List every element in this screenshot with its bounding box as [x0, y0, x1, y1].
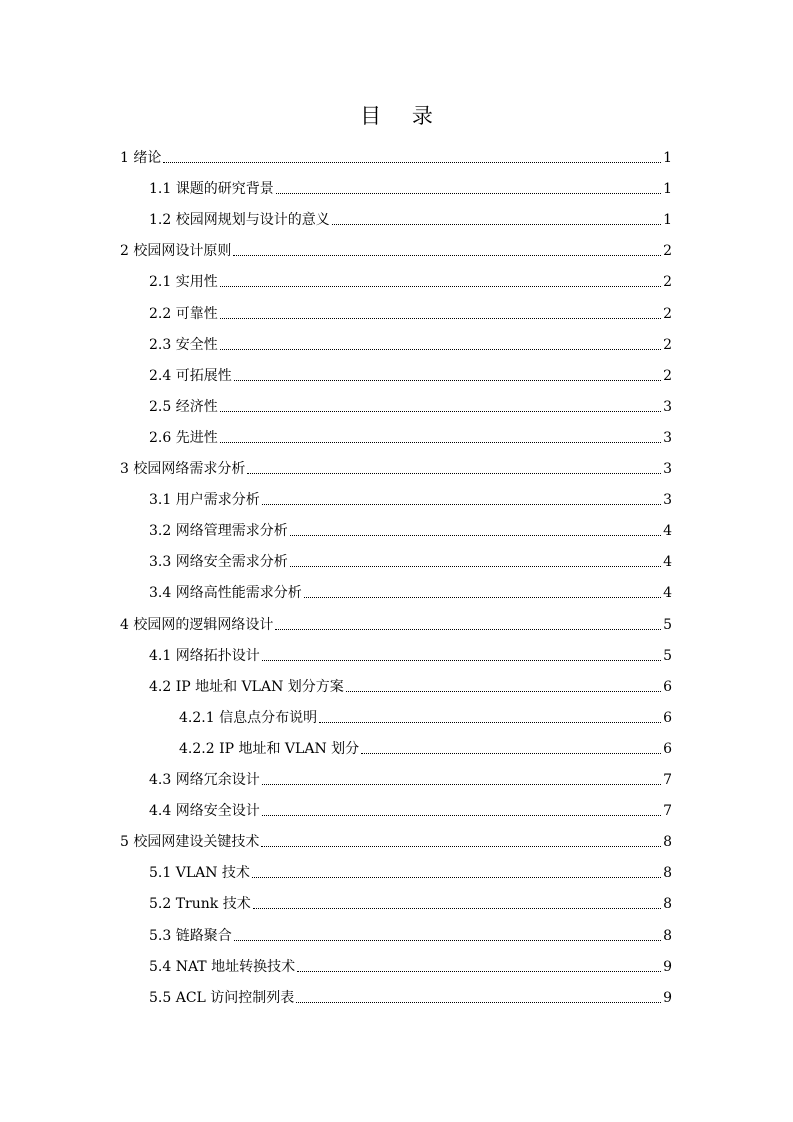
toc-entry-page-number: 4: [663, 585, 672, 602]
toc-dot-leader: [262, 660, 661, 661]
toc-entry-page-number: 8: [663, 896, 672, 913]
toc-dot-leader: [361, 753, 661, 754]
toc-entry[interactable]: [149, 643, 672, 665]
toc-dot-leader: [297, 971, 661, 972]
page-title: 目 录: [360, 104, 445, 128]
toc-entry-page-number: 9: [663, 958, 672, 975]
toc-dot-leader: [290, 535, 661, 536]
toc-entry[interactable]: [149, 860, 672, 882]
toc-entry-page-number: 2: [663, 305, 672, 322]
toc-dot-leader: [163, 162, 661, 163]
toc-entry-page-number: 6: [663, 709, 672, 726]
toc-entry[interactable]: [149, 518, 672, 540]
toc-entry[interactable]: [149, 985, 672, 1007]
toc-dot-leader: [220, 318, 661, 319]
toc-entry-label: 4.4 网络安全设计: [149, 803, 260, 820]
toc-entry[interactable]: [149, 767, 672, 789]
toc-dot-leader: [233, 255, 661, 256]
toc-entry-page-number: 8: [663, 834, 672, 851]
toc-entry[interactable]: [149, 301, 672, 323]
toc-dot-leader: [275, 629, 661, 630]
toc-entry-label: 3 校园网络需求分析: [120, 461, 246, 477]
toc-entry-label: 3.2 网络管理需求分析: [149, 523, 288, 540]
toc-entry[interactable]: [149, 798, 672, 820]
toc-entry-page-number: 1: [663, 150, 672, 166]
toc-entry-page-number: 7: [663, 803, 672, 820]
toc-dot-leader: [262, 504, 661, 505]
toc-entry[interactable]: [179, 736, 672, 758]
toc-entry-page-number: 2: [663, 243, 672, 260]
toc-entry-label: 2.1 实用性: [149, 274, 218, 291]
toc-entry-label: 1.2 校园网规划与设计的意义: [149, 212, 330, 229]
toc-dot-leader: [304, 597, 661, 598]
toc-dot-leader: [252, 877, 661, 878]
toc-dot-leader: [332, 224, 661, 225]
toc-entry-page-number: 3: [663, 492, 672, 509]
toc-entry-page-number: 3: [663, 461, 672, 477]
toc-entry-page-number: 6: [663, 678, 672, 695]
toc-entry-page-number: 5: [663, 616, 672, 633]
toc-entry-label: 2.5 经济性: [149, 398, 218, 415]
toc-entry-label: 3.1 用户需求分析: [149, 492, 260, 509]
toc-entry-label: 2.4 可拓展性: [149, 367, 232, 384]
toc-dot-leader: [220, 442, 661, 443]
toc-entry-label: 2.6 先进性: [149, 429, 218, 446]
toc-entry[interactable]: [149, 425, 672, 447]
toc-entry-page-number: 3: [663, 429, 672, 446]
toc-entry[interactable]: [120, 612, 672, 634]
toc-entry[interactable]: [120, 238, 672, 260]
toc-entry-label: 5.3 链路聚合: [149, 927, 232, 944]
toc-dot-leader: [220, 349, 661, 350]
toc-entry-page-number: 4: [663, 523, 672, 540]
toc-entry[interactable]: [149, 176, 672, 198]
toc-entry-page-number: 9: [663, 989, 672, 1006]
toc-entry-page-number: 2: [663, 274, 672, 291]
toc-entry-page-number: 8: [663, 865, 672, 882]
toc-entry[interactable]: [149, 332, 672, 354]
toc-entry[interactable]: [149, 549, 672, 571]
toc-entry-label: 2 校园网设计原则: [120, 243, 232, 260]
toc-entry[interactable]: [149, 207, 672, 229]
toc-dot-leader: [234, 940, 661, 941]
toc-entry-page-number: 8: [663, 927, 672, 944]
toc-dot-leader: [262, 784, 661, 785]
toc-entry-label: 3.3 网络安全需求分析: [149, 554, 288, 571]
toc-entry-label: 4.2 IP 地址和 VLAN 划分方案: [149, 678, 344, 695]
toc-entry-page-number: 6: [663, 740, 672, 757]
toc-entry-page-number: 1: [663, 212, 672, 229]
toc-entry-page-number: 3: [663, 398, 672, 415]
toc-entry-page-number: 2: [663, 336, 672, 353]
toc-entry-page-number: 4: [663, 554, 672, 571]
toc-entry[interactable]: [149, 674, 672, 696]
toc-entry-label: 5 校园网建设关键技术: [120, 834, 260, 851]
toc-entry[interactable]: [149, 580, 672, 602]
toc-entry-label: 5.4 NAT 地址转换技术: [149, 958, 296, 975]
toc-entry-page-number: 2: [663, 367, 672, 384]
toc-dot-leader: [261, 846, 661, 847]
toc-dot-leader: [276, 193, 661, 194]
toc-entry[interactable]: [179, 705, 672, 727]
toc-entry-label: 5.1 VLAN 技术: [149, 865, 250, 882]
toc-entry-label: 4.2.1 信息点分布说明: [179, 709, 318, 726]
toc-dot-leader: [234, 380, 661, 381]
toc-dot-leader: [247, 473, 661, 474]
toc-entry[interactable]: [120, 456, 672, 478]
toc-entry[interactable]: [149, 923, 672, 945]
toc-dot-leader: [253, 908, 661, 909]
toc-entry[interactable]: [149, 363, 672, 385]
toc-dot-leader: [290, 566, 661, 567]
toc-entry-label: 4 校园网的逻辑网络设计: [120, 616, 274, 633]
toc-dot-leader: [346, 691, 661, 692]
toc-entry-label: 3.4 网络高性能需求分析: [149, 585, 302, 602]
toc-entry[interactable]: [149, 487, 672, 509]
toc-dot-leader: [319, 722, 661, 723]
toc-entry-label: 1 绪论: [120, 150, 162, 166]
toc-entry-label: 1.1 课题的研究背景: [149, 181, 274, 198]
toc-entry-page-number: 1: [663, 181, 672, 198]
toc-entry-page-number: 7: [663, 772, 672, 788]
toc-entry[interactable]: [120, 829, 672, 851]
toc-dot-leader: [220, 411, 661, 412]
toc-entry-label: 4.3 网络冗余设计: [149, 772, 260, 788]
toc-entry-label: 5.5 ACL 访问控制列表: [149, 989, 295, 1006]
toc-dot-leader: [296, 1002, 661, 1003]
toc-entry-page-number: 5: [663, 647, 672, 664]
toc-entry[interactable]: [149, 269, 672, 291]
toc-entry-label: 4.1 网络拓扑设计: [149, 647, 260, 664]
toc-entry-label: 2.3 安全性: [149, 336, 218, 353]
toc-entry[interactable]: [149, 394, 672, 416]
toc-entry-label: 5.2 Trunk 技术: [149, 896, 251, 913]
toc-entry[interactable]: [149, 954, 672, 976]
toc-entry-label: 4.2.2 IP 地址和 VLAN 划分: [179, 740, 360, 757]
toc-entry[interactable]: [120, 145, 672, 167]
toc-dot-leader: [262, 815, 661, 816]
toc-entry[interactable]: [149, 891, 672, 913]
toc-dot-leader: [220, 286, 661, 287]
toc-entry-label: 2.2 可靠性: [149, 305, 218, 322]
